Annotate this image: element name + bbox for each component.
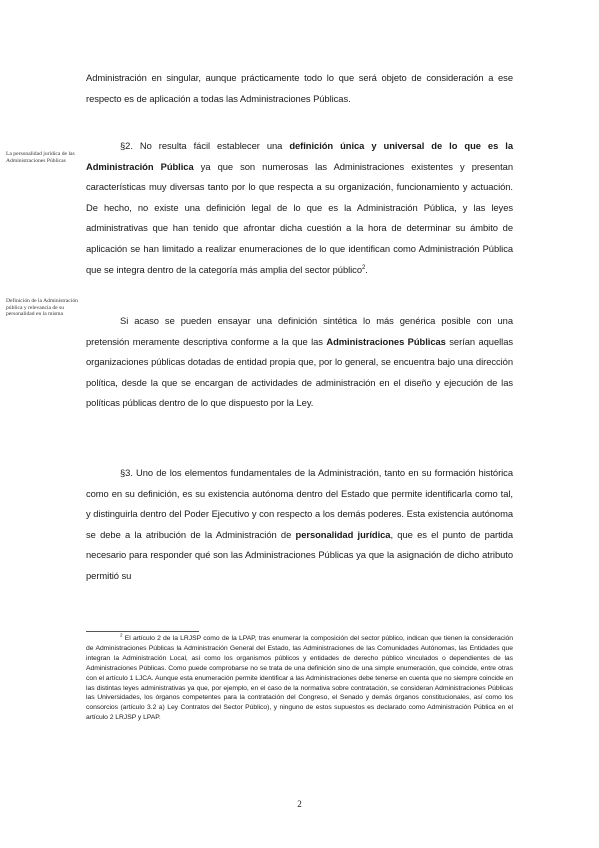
paragraph-text: ya que son numerosas las Administraciones existentes y presentan características muy diversas tanto por lo que respecta a su organización, funcionamiento y actuación. De hecho, no existe una definición legal de lo que es la Administración Pública, y las leyes administrativas que han tenido que afrontar dicha cuestión a la hora de determinar su ámbito de aplicación se han limitado a realizar enumeraciones de lo que identifican como Administración Pública que se integra dentro de la categoría más amplia del sector público xyxy=(86,160,513,275)
page-number: 2 xyxy=(297,799,302,809)
bold-term-administraciones: Administraciones Públicas xyxy=(326,335,446,347)
paragraph-text: §3. Uno de los elementos fundamentales de la Administración, tanto en su formación histórica como en su definición, es su existencia autónoma dentro del Estado que permite identificarla como tal, y distinguirla dentro del Poder Ejecutivo y con respecto a los demás poderes. Esta existencia autónoma se debe a la atribución de la Administración de xyxy=(86,467,513,540)
margin-note-definicion: Definición de la Administración pública y relevancia de su personalidad en la misma xyxy=(6,298,78,318)
footnote-ref[interactable]: 2 xyxy=(361,264,366,271)
paragraph-section-3 xyxy=(86,463,513,587)
paragraph-text: Administración en singular, aunque prácticamente todo lo que será objeto de consideración a ese respecto es de aplicación a todas las Administraciones Públicas. xyxy=(86,72,513,104)
paragraph-text: serían aquellas organizaciones públicas dotadas de entidad propia que, por lo general, se encuentra bajo una dirección política, desde la que se encargan de actividades de administración en el diseño y ejecución de las políticas públicas dentro de lo que dispuesto por la Ley. xyxy=(86,335,513,409)
paragraph-text: , que es el punto de partida necesario para responder qué son las Administraciones Públicas ya que la asignación de dicho atributo permitió su xyxy=(86,528,513,581)
bold-term-definicion: definición única y universal de lo que es la Administración Pública xyxy=(86,140,513,172)
footnote-number: 2 xyxy=(120,632,123,638)
footnote-2 xyxy=(86,634,513,723)
paragraph-continuation xyxy=(86,68,513,109)
paragraph-section-2 xyxy=(86,136,513,280)
paragraph-text: §2. No resulta fácil establecer una xyxy=(120,140,290,151)
paragraph-definition xyxy=(86,311,513,414)
paragraph-text: Si acaso se pueden ensayar una definición sintética lo más genérica posible con una pretensión meramente descriptiva conforme a la que las xyxy=(86,315,513,347)
bold-term-personalidad: personalidad jurídica xyxy=(295,528,391,540)
footnote-separator xyxy=(86,631,199,632)
footnote-text: El artículo 2 de la LRJSP como de la LPAP, tras enumerar la composición del sector público, indican que tienen la consideración de Administraciones Públicas la Administración General del Estado, las Administraciones de las Comunidades Autónomas, las Entidades que integran la Administración Local, así como los organismos públicos y entidades de derecho público vinculados o dependientes de las Administraciones Públicas. Como puede comprobarse no se trata de una definición sino de una simple enumeración, que coincide, entre otras con el artículo 1 LJCA. Aunque esta enumeración permite identificar a las Administraciones debe tenerse en cuenta que no siempre coincide en las distintas leyes administrativas ya que, por ejemplo, en el caso de la normativa sobre contratación, se consideran Administraciones Públicas las Universidades, los órganos competentes para la contratación del Congreso, el Senado y demás órganos constitucionales, así como los consorcios (artículo 3.2 a) Ley Contratos del Sector Público), y ninguno de estos supuestos es declarado como Administración Pública en el artículo 2 LRJSP y LPAP. xyxy=(86,635,513,722)
margin-note-personalidad: La personalidad jurídica de las Administraciones Públicas xyxy=(6,151,75,164)
paragraph-text: . xyxy=(365,263,368,275)
